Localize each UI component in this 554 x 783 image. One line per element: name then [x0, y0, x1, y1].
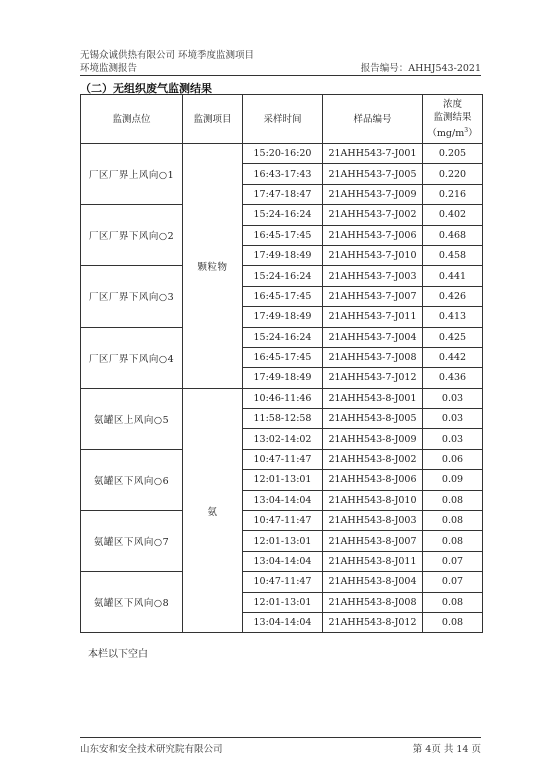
footer-organization: 山东安和安全技术研究院有限公司: [80, 744, 223, 755]
sampling-time-cell: 10:46-11:46: [243, 388, 323, 408]
monitoring-point-cell: 厂区厂界下风向○4: [81, 327, 183, 388]
table-row: [81, 144, 483, 164]
concentration-cell: 0.07: [423, 551, 483, 571]
section-title: （二）无组织废气监测结果: [80, 82, 212, 95]
concentration-cell: 0.08: [423, 531, 483, 551]
concentration-cell: 0.426: [423, 286, 483, 306]
concentration-cell: 0.458: [423, 245, 483, 265]
concentration-cell: 0.08: [423, 511, 483, 531]
sampling-time-cell: 16:45-17:45: [243, 225, 323, 245]
monitoring-point-cell: 氨罐区上风向○5: [81, 388, 183, 449]
sampling-time-cell: 13:04-14:04: [243, 551, 323, 571]
sample-id-cell: 21AHH543-7-J001: [323, 144, 423, 164]
monitoring-point-cell: 氨罐区下风向○7: [81, 511, 183, 572]
sampling-time-cell: 12:01-13:01: [243, 592, 323, 612]
concentration-cell: 0.03: [423, 409, 483, 429]
sampling-time-cell: 12:01-13:01: [243, 531, 323, 551]
sampling-time-cell: 17:49-18:49: [243, 307, 323, 327]
footer-page-number: 第 4页 共 14 页: [412, 744, 481, 755]
sample-id-cell: 21AHH543-8-J002: [323, 449, 423, 469]
conc-header-line2: 监测结果: [433, 111, 472, 123]
sample-id-cell: 21AHH543-7-J003: [323, 266, 423, 286]
concentration-cell: 0.468: [423, 225, 483, 245]
sample-id-cell: 21AHH543-7-J005: [323, 164, 423, 184]
concentration-cell: 0.08: [423, 612, 483, 632]
concentration-cell: 0.08: [423, 490, 483, 510]
sample-id-cell: 21AHH543-8-J006: [323, 470, 423, 490]
footer-divider: [80, 737, 481, 738]
sampling-time-cell: 16:45-17:45: [243, 286, 323, 306]
concentration-cell: 0.441: [423, 266, 483, 286]
report-header: [80, 49, 254, 75]
concentration-cell: 0.03: [423, 388, 483, 408]
sampling-time-cell: 13:04-14:04: [243, 490, 323, 510]
monitoring-point-cell: 厂区厂界下风向○3: [81, 266, 183, 327]
monitoring-point-cell: 厂区厂界下风向○2: [81, 205, 183, 266]
sample-id-cell: 21AHH543-8-J007: [323, 531, 423, 551]
header-report-type: 环境监测报告: [80, 63, 138, 74]
concentration-cell: 0.08: [423, 592, 483, 612]
sample-id-cell: 21AHH543-7-J011: [323, 307, 423, 327]
col-header-item: 监测项目: [183, 95, 243, 144]
sample-id-cell: 21AHH543-7-J012: [323, 368, 423, 388]
concentration-cell: 0.06: [423, 449, 483, 469]
sampling-time-cell: 15:20-16:20: [243, 144, 323, 164]
sampling-time-cell: 16:45-17:45: [243, 347, 323, 367]
header-divider: [80, 75, 481, 76]
sampling-time-cell: 10:47-11:47: [243, 572, 323, 592]
sample-id-cell: 21AHH543-8-J011: [323, 551, 423, 571]
sampling-time-cell: 12:01-13:01: [243, 470, 323, 490]
sampling-time-cell: 15:24-16:24: [243, 266, 323, 286]
monitoring-results-table: [80, 94, 483, 633]
report-number: 报告编号：AHHJ543-2021: [360, 63, 481, 74]
sample-id-cell: 21AHH543-8-J010: [323, 490, 423, 510]
concentration-cell: 0.07: [423, 572, 483, 592]
table-row: [81, 327, 483, 347]
blank-below-note: 本栏以下空白: [88, 649, 148, 660]
concentration-cell: 0.402: [423, 205, 483, 225]
table-body: [81, 144, 483, 633]
sample-id-cell: 21AHH543-8-J001: [323, 388, 423, 408]
sample-id-cell: 21AHH543-7-J010: [323, 245, 423, 265]
concentration-cell: 0.436: [423, 368, 483, 388]
header-company-project: 无锡众诚供热有限公司 环境季度监测项目: [80, 50, 255, 61]
sample-id-cell: 21AHH543-7-J009: [323, 184, 423, 204]
sample-id-cell: 21AHH543-8-J003: [323, 511, 423, 531]
monitoring-item-cell: 氨: [183, 388, 243, 633]
sample-id-cell: 21AHH543-7-J008: [323, 347, 423, 367]
col-header-sample: 样品编号: [323, 95, 423, 144]
sampling-time-cell: 15:24-16:24: [243, 205, 323, 225]
sample-id-cell: 21AHH543-7-J007: [323, 286, 423, 306]
unit-post: ）: [468, 128, 478, 140]
sample-id-cell: 21AHH543-7-J006: [323, 225, 423, 245]
sampling-time-cell: 11:58-12:58: [243, 409, 323, 429]
sampling-time-cell: 17:49-18:49: [243, 245, 323, 265]
table-row: [81, 266, 483, 286]
table-header-row: [81, 95, 483, 144]
sampling-time-cell: 15:24-16:24: [243, 327, 323, 347]
sample-id-cell: 21AHH543-7-J004: [323, 327, 423, 347]
sample-id-cell: 21AHH543-8-J005: [323, 409, 423, 429]
table-row: [81, 511, 483, 531]
concentration-cell: 0.442: [423, 347, 483, 367]
sampling-time-cell: 16:43-17:43: [243, 164, 323, 184]
col-header-point: 监测点位: [81, 95, 183, 144]
concentration-cell: 0.09: [423, 470, 483, 490]
sample-id-cell: 21AHH543-8-J004: [323, 572, 423, 592]
table-row: [81, 572, 483, 592]
sampling-time-cell: 10:47-11:47: [243, 511, 323, 531]
sampling-time-cell: 17:47-18:47: [243, 184, 323, 204]
monitoring-point-cell: 厂区厂界上风向○1: [81, 144, 183, 205]
unit-sup: 3: [464, 126, 469, 134]
col-header-time: 采样时间: [243, 95, 323, 144]
col-header-concentration: [423, 95, 483, 144]
unit-pre: （mg/m: [427, 128, 465, 140]
monitoring-item-cell: 颗粒物: [183, 144, 243, 389]
table-row: [81, 449, 483, 469]
sampling-time-cell: 10:47-11:47: [243, 449, 323, 469]
sample-id-cell: 21AHH543-8-J012: [323, 612, 423, 632]
monitoring-point-cell: 氨罐区下风向○6: [81, 449, 183, 510]
sampling-time-cell: 17:49-18:49: [243, 368, 323, 388]
concentration-cell: 0.216: [423, 184, 483, 204]
sample-id-cell: 21AHH543-8-J009: [323, 429, 423, 449]
concentration-cell: 0.03: [423, 429, 483, 449]
sample-id-cell: 21AHH543-7-J002: [323, 205, 423, 225]
concentration-cell: 0.425: [423, 327, 483, 347]
sample-id-cell: 21AHH543-8-J008: [323, 592, 423, 612]
monitoring-point-cell: 氨罐区下风向○8: [81, 572, 183, 633]
table-row: [81, 388, 483, 408]
conc-header-line1: 浓度: [442, 98, 462, 110]
concentration-cell: 0.413: [423, 307, 483, 327]
concentration-cell: 0.205: [423, 144, 483, 164]
concentration-cell: 0.220: [423, 164, 483, 184]
sampling-time-cell: 13:04-14:04: [243, 612, 323, 632]
sampling-time-cell: 13:02-14:02: [243, 429, 323, 449]
conc-header-unit: [423, 124, 482, 140]
table-row: [81, 205, 483, 225]
